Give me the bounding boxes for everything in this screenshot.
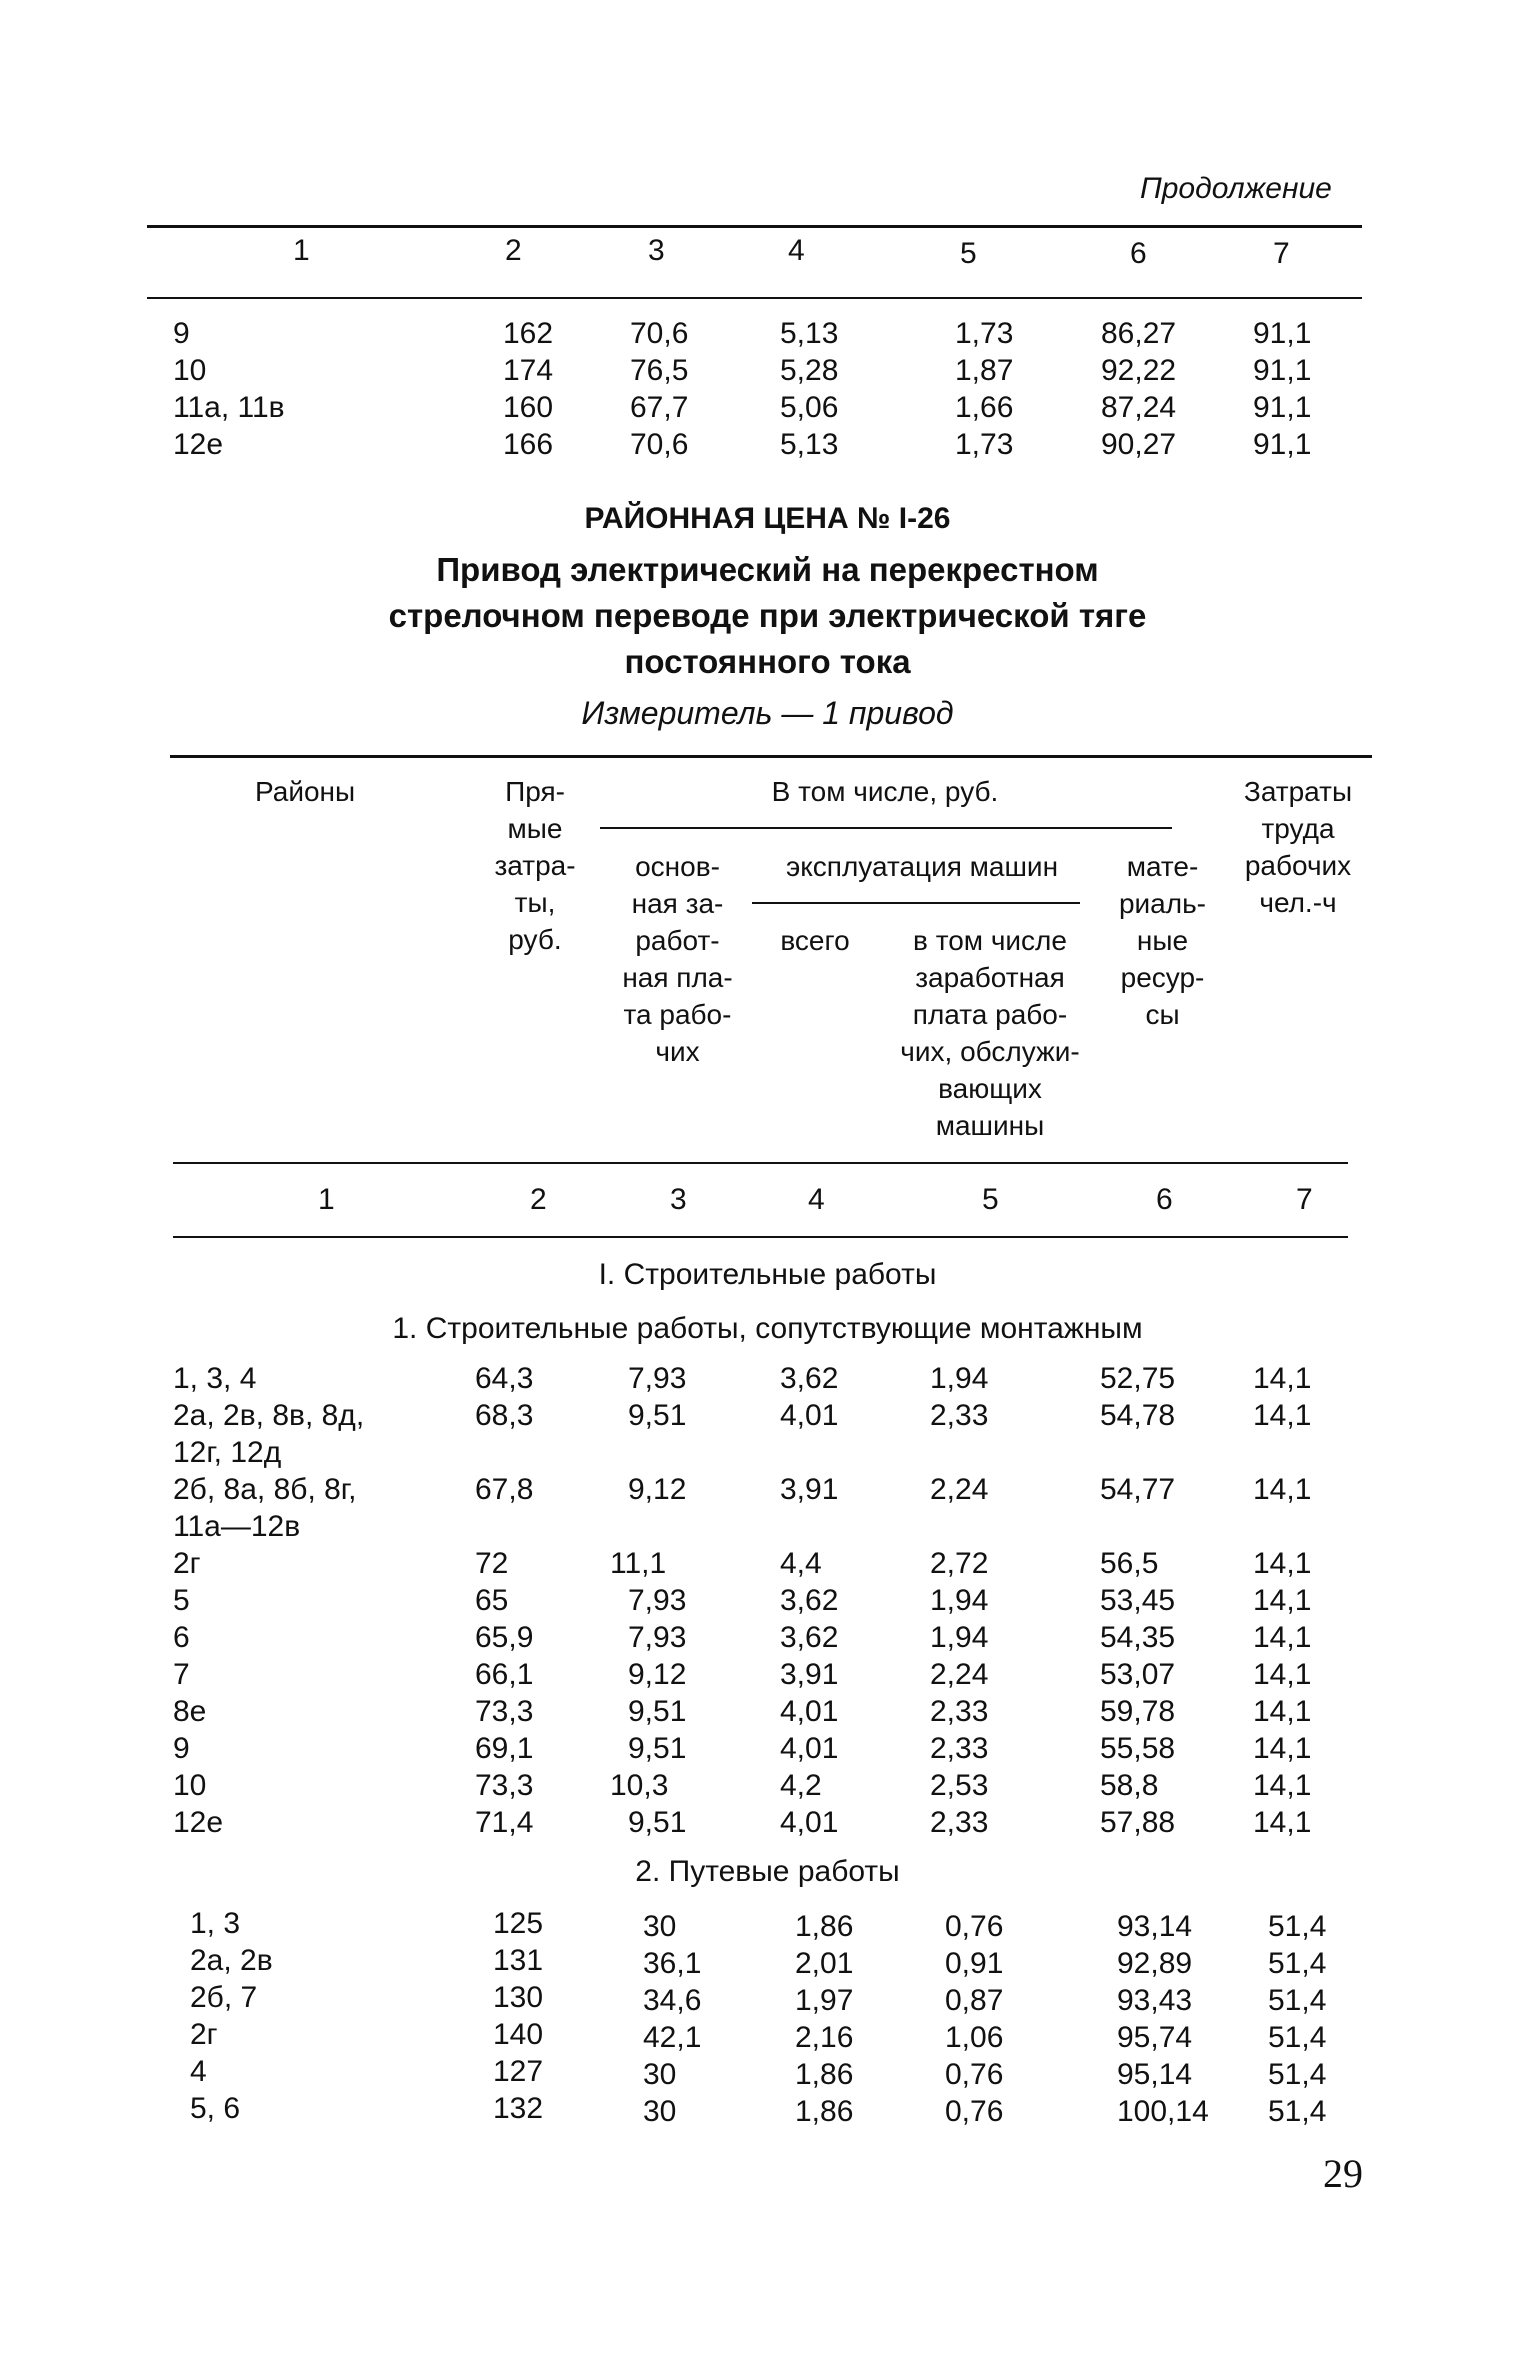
- value-cell: 9,51: [628, 1732, 687, 1765]
- col-number: 1: [318, 1183, 335, 1216]
- value-cell: 69,1: [475, 1732, 534, 1765]
- value-cell: 0,76: [945, 2095, 1004, 2128]
- header-direct-costs: Пря- мые затра- ты, руб.: [494, 776, 576, 955]
- value-cell: 92,89: [1117, 1947, 1193, 1980]
- value-cell: 52,75: [1100, 1362, 1176, 1395]
- district-cell: 1, 3, 4: [173, 1362, 257, 1395]
- value-cell: 64,3: [475, 1362, 534, 1395]
- value-cell: 2,53: [930, 1769, 989, 1802]
- value-cell: 4,4: [780, 1547, 822, 1580]
- value-cell: 30: [643, 2095, 677, 2128]
- value-cell: 4,2: [780, 1769, 822, 1802]
- top-col-5: 5: [960, 237, 977, 270]
- value-cell: 51,4: [1268, 2021, 1327, 2054]
- top-col-4: 4: [788, 234, 805, 267]
- value-cell: 54,78: [1100, 1399, 1176, 1432]
- top-cell: 70,6: [630, 428, 689, 461]
- heading-line-2: стрелочном переводе при электрической тяге: [388, 597, 1147, 634]
- district-cell: 12е: [173, 1806, 224, 1839]
- value-cell: 14,1: [1253, 1695, 1312, 1728]
- header-machine-wage: в том числе заработная плата рабо- чих, обслужи- вающих машины: [900, 925, 1080, 1141]
- district-cell: 2а, 2в: [190, 1944, 273, 1977]
- section-1-subtitle: 1. Строительные работы, сопутствующие монтажным: [392, 1312, 1143, 1345]
- value-cell: 1,86: [795, 2095, 854, 2128]
- value-cell: 2,72: [930, 1547, 989, 1580]
- value-cell: 56,5: [1100, 1547, 1159, 1580]
- top-cell: 1,87: [955, 354, 1014, 387]
- top-cell-district: 12е: [173, 428, 224, 461]
- value-cell: 14,1: [1253, 1658, 1312, 1691]
- value-cell: 14,1: [1253, 1473, 1312, 1506]
- col-number: 4: [808, 1183, 825, 1216]
- value-cell: 14,1: [1253, 1806, 1312, 1839]
- value-cell: 36,1: [643, 1947, 702, 1980]
- value-cell: 14,1: [1253, 1362, 1312, 1395]
- value-cell: 3,62: [780, 1362, 839, 1395]
- top-col-3: 3: [648, 234, 665, 267]
- heading-line-1: Привод электрический на перекрестном: [436, 551, 1099, 588]
- value-cell: 2,33: [930, 1732, 989, 1765]
- value-cell: 14,1: [1253, 1769, 1312, 1802]
- value-cell: 1,86: [795, 2058, 854, 2091]
- section-2-title: 2. Путевые работы: [635, 1855, 900, 1888]
- district-cell: 8е: [173, 1695, 207, 1728]
- measure-unit: Измеритель — 1 привод: [581, 695, 954, 731]
- top-col-2: 2: [505, 234, 522, 267]
- value-cell: 4,01: [780, 1399, 839, 1432]
- value-cell: 1,97: [795, 1984, 854, 2017]
- value-cell: 1,94: [930, 1362, 989, 1395]
- district-cell: 2б, 7: [190, 1981, 258, 2014]
- value-cell: 125: [493, 1907, 544, 1940]
- top-cell: 91,1: [1253, 391, 1312, 424]
- top-rule: [147, 225, 1362, 228]
- district-cell: 2а, 2в, 8в, 8д,: [173, 1399, 365, 1432]
- value-cell: 53,45: [1100, 1584, 1176, 1617]
- value-cell: 4,01: [780, 1806, 839, 1839]
- value-cell: 0,76: [945, 2058, 1004, 2091]
- value-cell: 2,24: [930, 1658, 989, 1691]
- value-cell: 0,76: [945, 1910, 1004, 1943]
- value-cell: 58,8: [1100, 1769, 1159, 1802]
- value-cell: 14,1: [1253, 1399, 1312, 1432]
- value-cell: 54,35: [1100, 1621, 1176, 1654]
- top-cell: 87,24: [1101, 391, 1177, 424]
- value-cell: 53,07: [1100, 1658, 1176, 1691]
- top-cell: 70,6: [630, 317, 689, 350]
- district-cell: 2г: [173, 1547, 201, 1580]
- value-cell: 3,62: [780, 1621, 839, 1654]
- value-cell: 14,1: [1253, 1732, 1312, 1765]
- value-cell: 73,3: [475, 1769, 534, 1802]
- top-cell: 1,66: [955, 391, 1014, 424]
- numbers-bottom-rule: [173, 1236, 1348, 1238]
- value-cell: 14,1: [1253, 1584, 1312, 1617]
- value-cell: 2,01: [795, 1947, 854, 1980]
- value-cell: 130: [493, 1981, 544, 2014]
- top-header-rule: [147, 297, 1362, 299]
- value-cell: 140: [493, 2018, 544, 2051]
- district-cell: 5: [173, 1584, 190, 1617]
- value-cell: 57,88: [1100, 1806, 1176, 1839]
- value-cell: 51,4: [1268, 1910, 1327, 1943]
- value-cell: 2,33: [930, 1806, 989, 1839]
- value-cell: 14,1: [1253, 1547, 1312, 1580]
- district-cell: 2б, 8а, 8б, 8г,: [173, 1473, 357, 1506]
- value-cell: 95,74: [1117, 2021, 1193, 2054]
- top-cell-district: 10: [173, 354, 207, 387]
- value-cell: 42,1: [643, 2021, 702, 2054]
- value-cell: 0,87: [945, 1984, 1004, 2017]
- district-cell: 10: [173, 1769, 207, 1802]
- top-cell: 92,22: [1101, 354, 1177, 387]
- value-cell: 132: [493, 2092, 544, 2125]
- value-cell: 9,12: [628, 1473, 687, 1506]
- value-cell: 10,3: [610, 1769, 669, 1802]
- page-number: 29: [1323, 2151, 1363, 2196]
- value-cell: 55,58: [1100, 1732, 1176, 1765]
- value-cell: 9,51: [628, 1399, 687, 1432]
- value-cell: 95,14: [1117, 2058, 1193, 2091]
- value-cell: 30: [643, 2058, 677, 2091]
- district-cell-cont: 11а—12в: [173, 1510, 301, 1543]
- value-cell: 1,06: [945, 2021, 1004, 2054]
- value-cell: 100,14: [1117, 2095, 1209, 2128]
- value-cell: 65,9: [475, 1621, 534, 1654]
- district-cell: 6: [173, 1621, 190, 1654]
- value-cell: 93,43: [1117, 1984, 1193, 2017]
- col-number: 6: [1156, 1183, 1173, 1216]
- top-cell: 174: [503, 354, 554, 387]
- value-cell: 3,91: [780, 1473, 839, 1506]
- value-cell: 2,16: [795, 2021, 854, 2054]
- header-base-wage: основ- ная за- работ- ная пла- та рабо- чих: [622, 851, 733, 1067]
- value-cell: 2,24: [930, 1473, 989, 1506]
- value-cell: 7,93: [628, 1362, 687, 1395]
- header-including: В том числе, руб.: [771, 776, 999, 807]
- top-cell: 91,1: [1253, 317, 1312, 350]
- value-cell: 54,77: [1100, 1473, 1176, 1506]
- header-labor: Затраты труда рабочих чел.-ч: [1243, 776, 1353, 918]
- continuation-label: Продолжение: [1140, 172, 1332, 205]
- value-cell: 51,4: [1268, 2095, 1327, 2128]
- value-cell: 4,01: [780, 1695, 839, 1728]
- header-machine-rule: [752, 902, 1080, 904]
- header-including-rule: [600, 827, 1172, 829]
- value-cell: 11,1: [610, 1547, 667, 1580]
- value-cell: 9,51: [628, 1695, 687, 1728]
- value-cell: 72: [475, 1547, 509, 1580]
- value-cell: 2,33: [930, 1399, 989, 1432]
- value-cell: 131: [493, 1944, 544, 1977]
- value-cell: 1,94: [930, 1621, 989, 1654]
- top-cell: 76,5: [630, 354, 689, 387]
- top-col-6: 6: [1130, 237, 1147, 270]
- value-cell: 51,4: [1268, 1947, 1327, 1980]
- top-cell: 5,06: [780, 391, 839, 424]
- value-cell: 73,3: [475, 1695, 534, 1728]
- top-cell: 1,73: [955, 428, 1014, 461]
- value-cell: 93,14: [1117, 1910, 1193, 1943]
- top-cell: 1,73: [955, 317, 1014, 350]
- value-cell: 7,93: [628, 1621, 687, 1654]
- top-cell: 160: [503, 391, 554, 424]
- top-col-1: 1: [293, 234, 310, 267]
- col-number: 5: [982, 1183, 999, 1216]
- col-number: 7: [1296, 1183, 1313, 1216]
- header-total: всего: [780, 925, 850, 956]
- value-cell: 127: [493, 2055, 544, 2088]
- top-cell: 5,13: [780, 428, 839, 461]
- top-col-7: 7: [1273, 237, 1290, 270]
- value-cell: 1,86: [795, 1910, 854, 1943]
- top-cell-district: 9: [173, 317, 190, 350]
- header-materials: мате- риаль- ные ресур- сы: [1118, 851, 1207, 1030]
- district-cell-cont: 12г, 12д: [173, 1436, 282, 1469]
- top-cell: 162: [503, 317, 554, 350]
- value-cell: 7,93: [628, 1584, 687, 1617]
- district-cell: 9: [173, 1732, 190, 1765]
- value-cell: 59,78: [1100, 1695, 1176, 1728]
- top-cell-district: 11а, 11в: [173, 391, 285, 424]
- top-cell: 67,7: [630, 391, 689, 424]
- header-machine-operation: эксплуатация машин: [785, 851, 1059, 882]
- district-cell: 7: [173, 1658, 190, 1691]
- value-cell: 71,4: [475, 1806, 534, 1839]
- district-cell: 2г: [190, 2018, 218, 2051]
- value-cell: 3,91: [780, 1658, 839, 1691]
- main-top-rule: [170, 755, 1372, 758]
- value-cell: 51,4: [1268, 2058, 1327, 2091]
- value-cell: 30: [643, 1910, 677, 1943]
- header-bottom-rule: [173, 1162, 1348, 1164]
- header-districts: Районы: [255, 776, 356, 807]
- section-1-title: I. Строительные работы: [598, 1258, 937, 1291]
- value-cell: 1,94: [930, 1584, 989, 1617]
- district-cell: 4: [190, 2055, 207, 2088]
- district-cell: 5, 6: [190, 2092, 241, 2125]
- value-cell: 65: [475, 1584, 509, 1617]
- value-cell: 14,1: [1253, 1621, 1312, 1654]
- value-cell: 9,12: [628, 1658, 687, 1691]
- price-number: РАЙОННАЯ ЦЕНА № I-26: [584, 502, 951, 535]
- value-cell: 2,33: [930, 1695, 989, 1728]
- top-cell: 5,13: [780, 317, 839, 350]
- col-number: 2: [530, 1183, 547, 1216]
- top-cell: 86,27: [1101, 317, 1177, 350]
- top-cell: 5,28: [780, 354, 839, 387]
- top-cell: 166: [503, 428, 554, 461]
- value-cell: 4,01: [780, 1732, 839, 1765]
- district-cell: 1, 3: [190, 1907, 241, 1940]
- value-cell: 9,51: [628, 1806, 687, 1839]
- value-cell: 3,62: [780, 1584, 839, 1617]
- value-cell: 66,1: [475, 1658, 534, 1691]
- heading-line-3: постоянного тока: [624, 643, 911, 680]
- value-cell: 34,6: [643, 1984, 702, 2017]
- top-cell: 91,1: [1253, 354, 1312, 387]
- value-cell: 0,91: [945, 1947, 1004, 1980]
- top-cell: 91,1: [1253, 428, 1312, 461]
- value-cell: 51,4: [1268, 1984, 1327, 2017]
- col-number: 3: [670, 1183, 687, 1216]
- top-cell: 90,27: [1101, 428, 1177, 461]
- value-cell: 67,8: [475, 1473, 534, 1506]
- value-cell: 68,3: [475, 1399, 534, 1432]
